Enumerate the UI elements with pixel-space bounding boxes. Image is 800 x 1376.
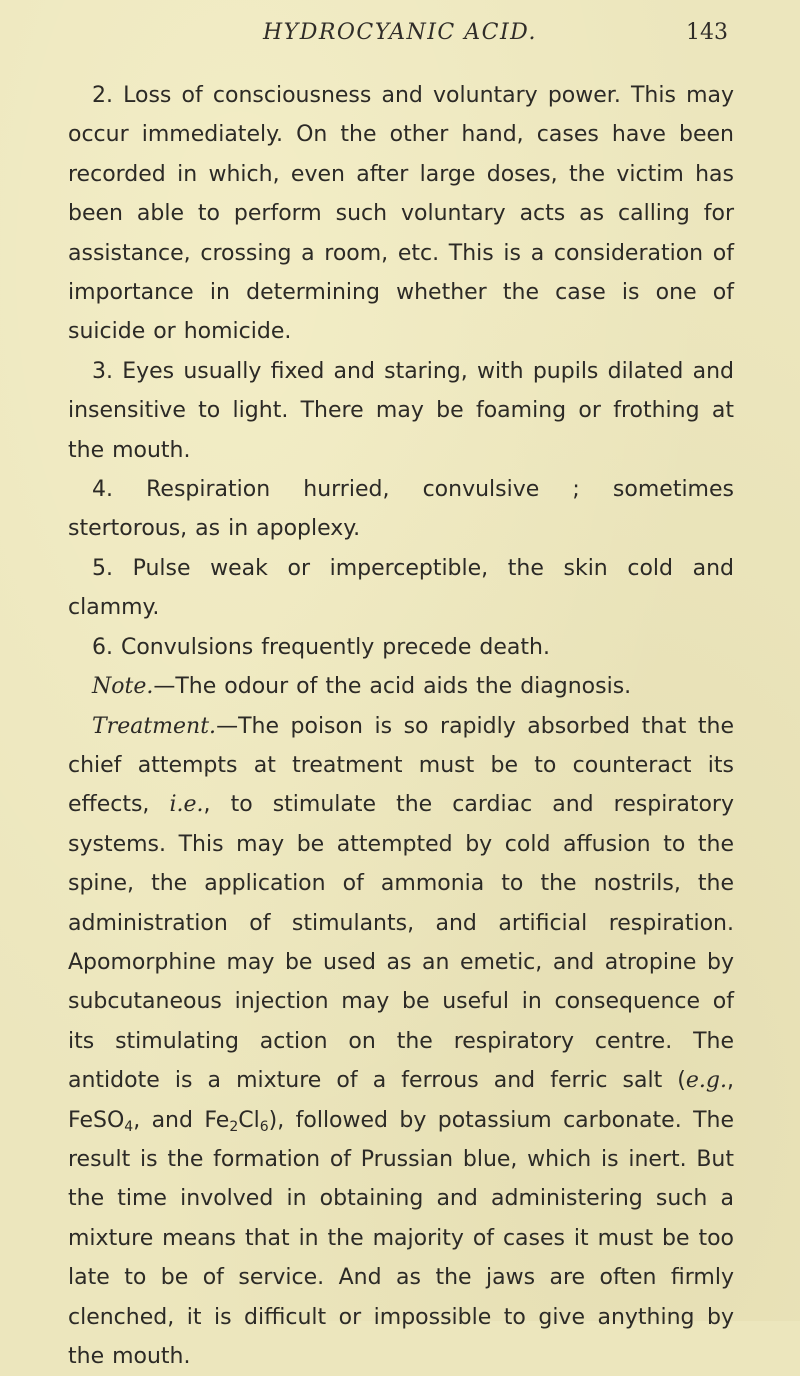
subscript-2: 2 — [229, 1119, 238, 1135]
treatment-eg: e.g. — [686, 1068, 727, 1093]
treatment-label: Treatment. — [92, 714, 216, 739]
treatment-text-5: Cl — [238, 1108, 259, 1133]
paragraph-respiration: 4. Respiration hurried, convulsive ; sometimes stertorous, as in apoplexy. — [68, 470, 734, 549]
paragraph-loss-of-consciousness: 2. Loss of consciousness and voluntary power. This may occur immediately. On the other hand, cases have been recorded in which, even after large doses, the victim has been able to perform such voluntary acts as calling for assistance, crossing a room, etc. This is a consideration of importance in determining whether the case is one of suicide or homicide. — [68, 76, 734, 352]
treatment-text-6: ), followed by potassium carbonate. The result is the formation of Prussian blue, which is inert. But the time involved in obtaining and administering such a mixture means that in the majority of cases it must be too late to be of service. And as the jaws are often firmly clenched, it is difficult or impossible to give anything by the mouth. — [68, 1108, 734, 1369]
treatment-text-3: , FeSO — [68, 1068, 734, 1132]
body-text — [68, 76, 734, 1376]
treatment-text-2: , to stimulate the cardiac and respiratory systems. This may be attempted by cold affusion to the spine, the application of ammonia to the nostrils, the administration of stimulants, and artificial respiration. Apomorphine may be used as an emetic, and atropine by subcutaneous injection may be useful in consequence of its stimulating action on the respiratory centre. The antidote is a mixture of a ferrous and ferric salt ( — [68, 792, 734, 1093]
paragraph-treatment — [68, 707, 734, 1376]
paragraph-pulse: 5. Pulse weak or imperceptible, the skin cold and clammy. — [68, 549, 734, 628]
treatment-text-1: —The poison is so rapidly absorbed that the chief attempts at treatment must be to counteract its effects, — [68, 714, 734, 818]
treatment-ie: i.e. — [169, 792, 203, 817]
subscript-4: 4 — [124, 1119, 133, 1135]
paragraph-convulsions: 6. Convulsions frequently precede death. — [68, 628, 734, 667]
running-title: HYDROCYANIC ACID. — [240, 20, 560, 45]
paragraph-note — [68, 667, 734, 706]
note-text: —The odour of the acid aids the diagnosis. — [153, 674, 631, 699]
note-label: Note. — [92, 674, 153, 699]
paragraph-eyes: 3. Eyes usually fixed and staring, with pupils dilated and insensitive to light. There may be foaming or frothing at the mouth. — [68, 352, 734, 470]
page-number: 143 — [686, 20, 728, 45]
treatment-text-4: , and Fe — [133, 1108, 229, 1133]
subscript-6: 6 — [260, 1119, 269, 1135]
